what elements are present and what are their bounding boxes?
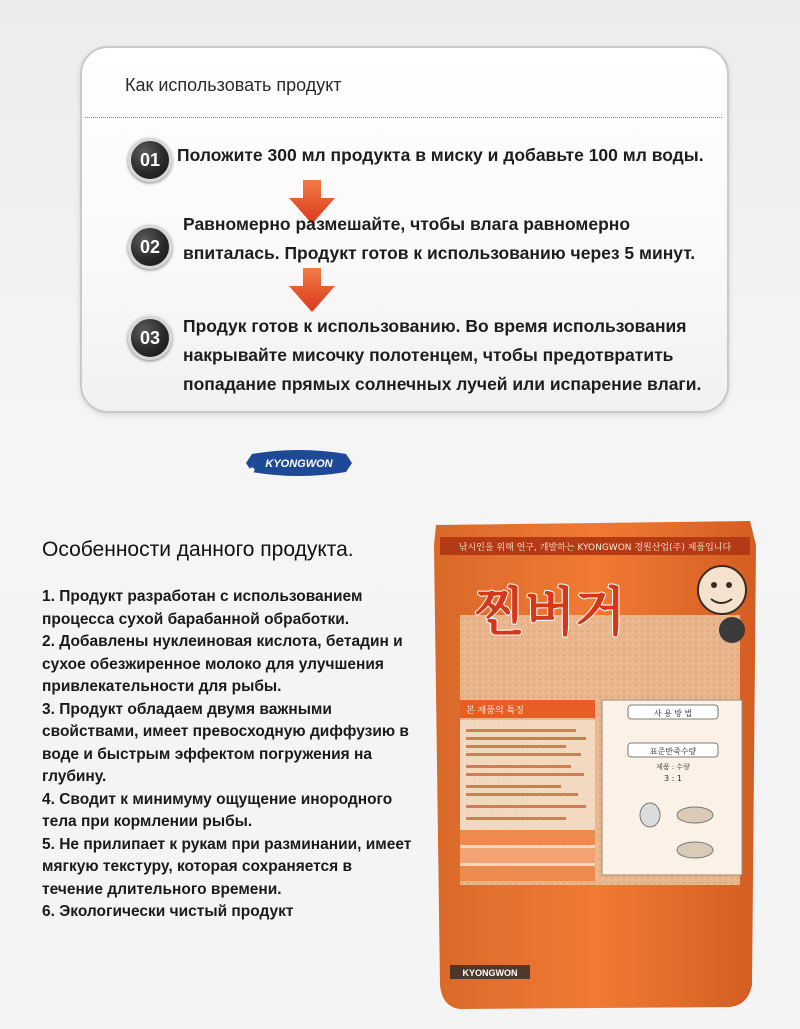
feature-item: 3. Продукт обладаем двумя важными свойствами, имеет превосходную диффузию в воде и быстрым эффектом погружения на глубину. bbox=[42, 700, 409, 785]
feature-item: 5. Не прилипает к рукам при разминании, имеет мягкую текстуру, которая сохраняется в течение длительного времени. bbox=[42, 835, 412, 898]
step-badge-3: 03 bbox=[128, 316, 172, 360]
package-ratio-heading: 표준반죽수량 bbox=[649, 747, 697, 756]
step-text-3: Продук готов к использованию. Во время использования накрывайте мисочку полотенцем, чтобы предотвратить попадание прямых солнечных лучей или испарение влаги. bbox=[183, 316, 702, 394]
usage-card-title: Как использовать продукт bbox=[125, 75, 342, 95]
step-text-1: Положите 300 мл продукта в миску и добавьте 100 мл воды. bbox=[177, 145, 704, 165]
product-package-image bbox=[430, 515, 760, 1015]
feature-item: 2. Добавлены нуклеиновая кислота, бетадин и сухое обезжиренное молоко для улучшения привлекательности для рыбы. bbox=[42, 633, 403, 695]
usage-divider bbox=[85, 117, 722, 118]
package-features-heading: 본 제품의 특징 bbox=[466, 706, 524, 716]
feature-item: 1. Продукт разработан с использованием процесса сухой барабанной обработки. bbox=[42, 588, 363, 628]
package-product-name: 찐버거 bbox=[474, 583, 626, 643]
down-arrow-icon bbox=[289, 268, 335, 312]
step-text-2: Равномерно размешайте, чтобы влага равномерно впиталась. Продукт готов к использованию через 5 минут. bbox=[183, 214, 696, 263]
features-title: Особенности данного продукта. bbox=[42, 538, 354, 561]
feature-item: 6. Экологически чистый продукт bbox=[42, 903, 294, 920]
package-top-banner: 낚시인을 위해 연구, 개발하는 KYONGWON 경원산업(주) 제품입니다 bbox=[458, 543, 732, 553]
package-usage-heading: 사 용 방 법 bbox=[653, 709, 693, 718]
feature-item: 4. Сводит к минимуму ощущение инородного тела при кормлении рыбы. bbox=[42, 790, 393, 830]
package-bottom-brand: KYONGWON bbox=[462, 968, 518, 978]
logo-text: KYONGWON bbox=[265, 458, 333, 470]
step-badge-2: 02 bbox=[128, 225, 172, 269]
package-ratio-header: 제품 : 수량 bbox=[656, 763, 690, 771]
step-badge-1: 01 bbox=[128, 138, 172, 182]
kyongwon-logo bbox=[244, 450, 354, 476]
package-ratio-value: 3 : 1 bbox=[664, 774, 682, 783]
features-list bbox=[42, 586, 422, 924]
